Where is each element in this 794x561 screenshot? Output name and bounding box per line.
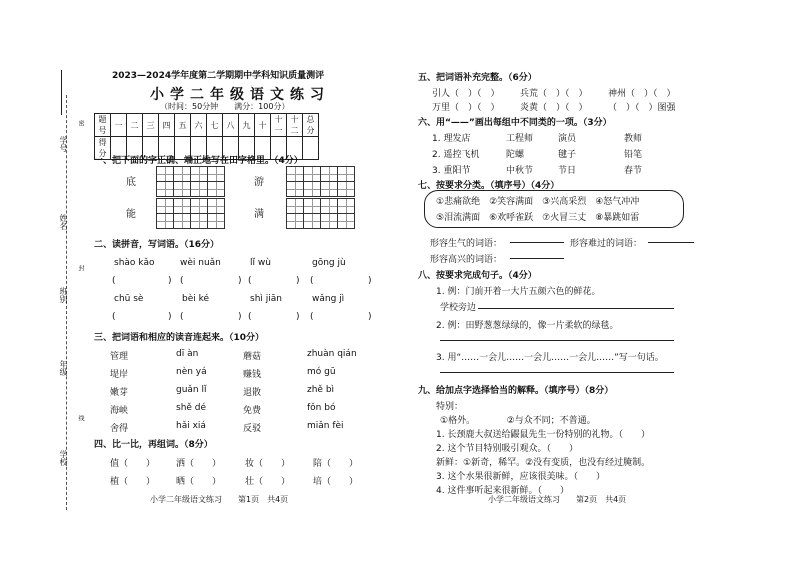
paren: ) xyxy=(238,312,242,322)
word: 管理 xyxy=(110,352,129,362)
question-sentence: 3. 这个水果很新鲜，应该很美味。（ ） xyxy=(436,472,605,482)
paren: ( xyxy=(248,312,252,322)
tianzige-grid xyxy=(286,166,354,182)
q4-title: 四、比一比，再组词。（8分） xyxy=(94,440,213,450)
q9-title: 九、给加点字选择恰当的解释。（填序号）（8分） xyxy=(418,386,614,396)
pinyin: dī àn xyxy=(176,349,199,359)
word-head: 特别： xyxy=(436,402,464,412)
idiom-item: （ ）（ ）图强 xyxy=(608,103,676,113)
score-cell: 九 xyxy=(239,114,255,137)
paren: ) xyxy=(168,312,172,322)
paren: ) xyxy=(368,276,372,286)
idiom-item: 引人（ ）（ ） xyxy=(432,89,500,99)
idiom-item: 神州（ ）（ ） xyxy=(608,89,676,99)
answer-line[interactable] xyxy=(648,242,694,243)
score-cell: 总分 xyxy=(303,114,319,137)
binding-xian: 线 xyxy=(77,415,84,421)
answer-line[interactable] xyxy=(510,242,564,243)
q1-char: 满 xyxy=(254,209,264,220)
pinyin: wèi nuǎn xyxy=(180,258,221,268)
tianzige-grid xyxy=(156,166,224,182)
compare-item: 植（ ） xyxy=(110,477,156,487)
word: 舍得 xyxy=(110,424,129,434)
group-item: 春节 xyxy=(624,166,643,176)
group-item: 毽子 xyxy=(558,150,577,160)
question-sentence: 1. 长颈鹿大叔送给鼹鼠先生一份特别的礼物。（ ） xyxy=(436,430,650,440)
tianzige-grid xyxy=(286,198,354,214)
score-cell: 六 xyxy=(191,114,207,137)
pinyin: nèn yá xyxy=(176,367,207,377)
pinyin: bèi ké xyxy=(182,294,210,304)
idiom-item: 兵荒（ ）（ ） xyxy=(520,89,588,99)
definition-options: 新鲜：①新奇，稀罕。②没有变质，也没有经过腌制。 xyxy=(436,458,651,468)
binding-xuexiao: 学校 xyxy=(59,450,68,466)
pinyin: lǐ wù xyxy=(250,258,271,268)
pinyin: shào kǎo xyxy=(114,258,155,268)
q7-title: 七、按要求分类。（填序号）（4分） xyxy=(418,181,560,191)
q1-title: 一、把下面的字正确、端正地写在田字格里。（4分） xyxy=(94,156,303,166)
paren: ) xyxy=(296,312,300,322)
pinyin: guǎn lǐ xyxy=(176,385,207,395)
q3-title: 三、把词语和相应的读音连起来。（10分） xyxy=(94,333,265,343)
score-cell: 四 xyxy=(159,114,175,137)
page-title: 小学二年级语文练习 xyxy=(150,87,330,103)
idiom-item: 万里（ ）（ ） xyxy=(432,103,500,113)
group-item: 2. 遥控飞机 xyxy=(432,150,480,160)
pinyin: shì jiān xyxy=(250,294,282,304)
binding-mi: 密 xyxy=(77,120,84,126)
question-sentence: 2. 这个节目特别吸引观众。（ ） xyxy=(436,444,578,454)
pinyin: miǎn fèi xyxy=(307,421,344,431)
footer-right: 小学二年级语文练习 第2页 共4页 xyxy=(488,495,627,504)
word: 海峡 xyxy=(110,406,129,416)
classify-label: 形容生气的词语： xyxy=(430,239,503,249)
sentence-start: 学校旁边 xyxy=(440,303,477,313)
example-sentence: 2. 例：田野葱葱绿绿的，像一片柔软的绿毯。 xyxy=(436,321,619,331)
paren: ( xyxy=(180,276,184,286)
word: 堤岸 xyxy=(110,370,129,380)
group-item: 节日 xyxy=(558,166,577,176)
pinyin: wǎng jì xyxy=(312,294,345,304)
word: 嫩芽 xyxy=(110,388,129,398)
answer-line[interactable] xyxy=(478,308,674,309)
footer-left: 小学二年级语文练习 第1页 共4页 xyxy=(150,495,289,504)
paren: ( xyxy=(112,276,116,286)
score-cell: 一 xyxy=(111,114,127,137)
score-cell: 得分 xyxy=(95,137,111,160)
word: 蘑菇 xyxy=(243,352,262,362)
word: 反驳 xyxy=(243,424,262,434)
compare-item: 洒（ ） xyxy=(176,459,222,469)
pinyin: zhě bì xyxy=(307,385,335,395)
field-line xyxy=(61,70,62,115)
paren: ( xyxy=(180,312,184,322)
q1-char: 游 xyxy=(254,177,264,188)
example-sentence: 3. 用“……一会儿……一会儿……一会儿……”写一句话。 xyxy=(436,353,664,363)
pinyin: chū sè xyxy=(114,294,144,304)
binding-xingming: 姓名 xyxy=(59,214,68,230)
word-list: ⑤泪流满面 ⑥欢呼雀跃 ⑦火冒三丈 ⑧暴跳如雷 xyxy=(436,213,640,223)
pinyin: fǒn bó xyxy=(307,403,336,413)
group-item: 演员 xyxy=(558,134,577,144)
group-item: 中秋节 xyxy=(506,166,534,176)
group-item: 陀螺 xyxy=(506,150,525,160)
question-sentence: 4. 这件事听起来很新鲜。（ ） xyxy=(436,486,569,496)
compare-item: 陪（ ） xyxy=(313,459,359,469)
group-item: 铅笔 xyxy=(624,150,643,160)
pinyin: gōng jù xyxy=(312,258,346,268)
binding-nianji: 年级 xyxy=(59,360,68,376)
score-cell: 七 xyxy=(207,114,223,137)
group-item: 教师 xyxy=(624,134,643,144)
pinyin: shě dé xyxy=(176,403,207,413)
pinyin: hǎi xiá xyxy=(176,421,206,431)
score-cell: 三 xyxy=(143,114,159,137)
binding-feng: 封 xyxy=(77,265,84,271)
q1-char: 能 xyxy=(126,209,136,220)
paren: ( xyxy=(112,312,116,322)
paren: ( xyxy=(248,276,252,286)
pinyin: mó gū xyxy=(307,367,336,377)
paren: ) xyxy=(296,276,300,286)
paren: ) xyxy=(238,276,242,286)
answer-line[interactable] xyxy=(440,372,674,373)
paren: ( xyxy=(310,312,314,322)
paren: ( xyxy=(310,276,314,286)
compare-item: 培（ ） xyxy=(313,477,359,487)
compare-item: 值（ ） xyxy=(110,459,156,469)
paren: ) xyxy=(168,276,172,286)
word-list: ①悲痛欲绝 ②笑容满面 ③兴高采烈 ④怒气冲冲 xyxy=(436,197,640,207)
binding-banji: 班别 xyxy=(59,287,68,303)
classify-label: 形容难过的词语： xyxy=(570,239,643,249)
group-item: 工程师 xyxy=(506,134,534,144)
q6-title: 六、用“——”画出每组中不同类的一项。（3分） xyxy=(418,118,612,128)
pinyin: zhuàn qián xyxy=(307,349,357,359)
score-cell: 五 xyxy=(175,114,191,137)
idiom-item: 炎黄（ ）（ ） xyxy=(520,103,588,113)
q1-char: 底 xyxy=(126,177,136,188)
exam-meta: （时间：50分钟 满分：100分） xyxy=(160,102,290,111)
score-cell: 十一 xyxy=(271,114,287,137)
score-cell: 十 xyxy=(255,114,271,137)
definition-options: ①格外。 ②与众不同；不普通。 xyxy=(440,416,596,426)
group-item: 3. 重阳节 xyxy=(432,166,471,176)
example-sentence: 1. 例：门前开着一大片五颜六色的鲜花。 xyxy=(436,287,601,297)
score-cell: 八 xyxy=(223,114,239,137)
classify-label: 形容高兴的词语： xyxy=(430,255,503,265)
score-cell: 二 xyxy=(127,114,143,137)
tianzige-grid xyxy=(156,198,224,214)
answer-line[interactable] xyxy=(510,258,564,259)
paren: ) xyxy=(368,312,372,322)
word: 赚钱 xyxy=(243,370,262,380)
header-line: 2023—2024学年度第二学期期中学科知识质量测评 xyxy=(112,71,325,81)
q2-title: 二、读拼音，写词语。（16分） xyxy=(94,240,220,250)
compare-item: 晒（ ） xyxy=(176,477,222,487)
q8-title: 八、按要求完成句子。（4分） xyxy=(418,271,537,281)
word: 免费 xyxy=(243,406,262,416)
q5-title: 五、把词语补充完整。（6分） xyxy=(418,73,537,83)
score-cell: 十二 xyxy=(287,114,303,137)
word: 退散 xyxy=(243,388,262,398)
compare-item: 壮（ ） xyxy=(245,477,291,487)
answer-line[interactable] xyxy=(440,340,674,341)
score-cell: 题号 xyxy=(95,114,111,137)
binding-xuehao: 学号 xyxy=(59,136,68,152)
group-item: 1. 理发店 xyxy=(432,134,471,144)
compare-item: 妆（ ） xyxy=(245,459,291,469)
